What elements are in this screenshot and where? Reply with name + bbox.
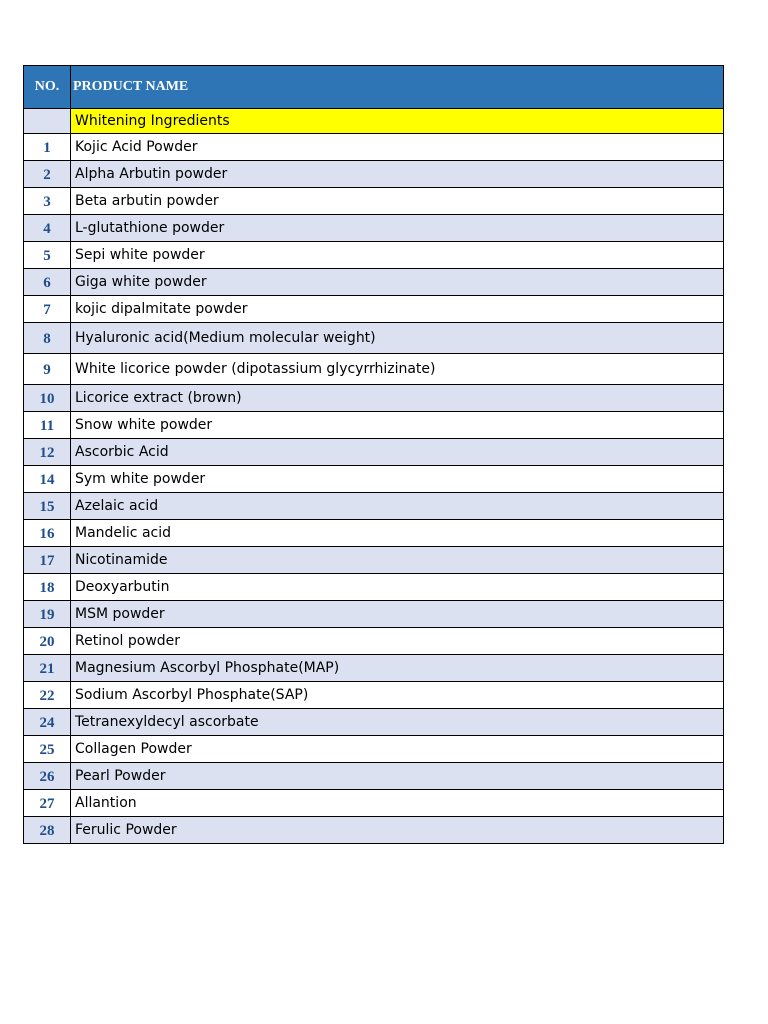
row-number: 17 bbox=[24, 547, 71, 574]
row-number: 14 bbox=[24, 466, 71, 493]
row-product-name: Retinol powder bbox=[71, 628, 724, 655]
table-row bbox=[24, 466, 724, 493]
row-product-name: Hyaluronic acid(Medium molecular weight) bbox=[71, 323, 724, 354]
table-row bbox=[24, 354, 724, 385]
row-number: 24 bbox=[24, 709, 71, 736]
table-row bbox=[24, 790, 724, 817]
row-number: 8 bbox=[24, 323, 71, 354]
table-row bbox=[24, 655, 724, 682]
category-no-cell bbox=[24, 109, 71, 134]
row-number: 28 bbox=[24, 817, 71, 844]
row-number: 1 bbox=[24, 134, 71, 161]
category-label: Whitening Ingredients bbox=[71, 109, 724, 134]
row-number: 11 bbox=[24, 412, 71, 439]
row-product-name: Ascorbic Acid bbox=[71, 439, 724, 466]
row-product-name: Tetranexyldecyl ascorbate bbox=[71, 709, 724, 736]
row-number: 25 bbox=[24, 736, 71, 763]
row-product-name: Pearl Powder bbox=[71, 763, 724, 790]
row-number: 22 bbox=[24, 682, 71, 709]
table-row bbox=[24, 242, 724, 269]
table-row bbox=[24, 412, 724, 439]
row-product-name: Allantion bbox=[71, 790, 724, 817]
table-row bbox=[24, 439, 724, 466]
row-product-name: kojic dipalmitate powder bbox=[71, 296, 724, 323]
row-number: 16 bbox=[24, 520, 71, 547]
row-product-name: Beta arbutin powder bbox=[71, 188, 724, 215]
table-row bbox=[24, 134, 724, 161]
row-number: 27 bbox=[24, 790, 71, 817]
row-number: 6 bbox=[24, 269, 71, 296]
table-row bbox=[24, 520, 724, 547]
row-product-name: Giga white powder bbox=[71, 269, 724, 296]
table-row bbox=[24, 817, 724, 844]
table-row bbox=[24, 269, 724, 296]
table-row bbox=[24, 574, 724, 601]
table-row bbox=[24, 547, 724, 574]
row-product-name: Ferulic Powder bbox=[71, 817, 724, 844]
table-row bbox=[24, 385, 724, 412]
row-product-name: Azelaic acid bbox=[71, 493, 724, 520]
row-number: 10 bbox=[24, 385, 71, 412]
row-product-name: MSM powder bbox=[71, 601, 724, 628]
column-header-product-name: PRODUCT NAME bbox=[71, 66, 724, 109]
row-number: 2 bbox=[24, 161, 71, 188]
row-product-name: Sym white powder bbox=[71, 466, 724, 493]
row-product-name: White licorice powder (dipotassium glycyrrhizinate) bbox=[71, 354, 724, 385]
row-product-name: Deoxyarbutin bbox=[71, 574, 724, 601]
product-table bbox=[23, 65, 724, 844]
row-number: 20 bbox=[24, 628, 71, 655]
row-number: 18 bbox=[24, 574, 71, 601]
table-row bbox=[24, 296, 724, 323]
row-product-name: L-glutathione powder bbox=[71, 215, 724, 242]
row-product-name: Licorice extract (brown) bbox=[71, 385, 724, 412]
row-number: 26 bbox=[24, 763, 71, 790]
row-product-name: Kojic Acid Powder bbox=[71, 134, 724, 161]
row-product-name: Alpha Arbutin powder bbox=[71, 161, 724, 188]
row-number: 15 bbox=[24, 493, 71, 520]
row-product-name: Magnesium Ascorbyl Phosphate(MAP) bbox=[71, 655, 724, 682]
row-number: 7 bbox=[24, 296, 71, 323]
row-number: 3 bbox=[24, 188, 71, 215]
table-row bbox=[24, 323, 724, 354]
row-number: 19 bbox=[24, 601, 71, 628]
row-number: 9 bbox=[24, 354, 71, 385]
table-row bbox=[24, 709, 724, 736]
column-header-no: NO. bbox=[24, 66, 71, 109]
row-number: 5 bbox=[24, 242, 71, 269]
row-number: 4 bbox=[24, 215, 71, 242]
row-product-name: Collagen Powder bbox=[71, 736, 724, 763]
table-row bbox=[24, 736, 724, 763]
table-row bbox=[24, 601, 724, 628]
table-row bbox=[24, 763, 724, 790]
table-row bbox=[24, 161, 724, 188]
row-number: 12 bbox=[24, 439, 71, 466]
row-product-name: Sodium Ascorbyl Phosphate(SAP) bbox=[71, 682, 724, 709]
row-product-name: Snow white powder bbox=[71, 412, 724, 439]
row-product-name: Sepi white powder bbox=[71, 242, 724, 269]
row-product-name: Mandelic acid bbox=[71, 520, 724, 547]
row-number: 21 bbox=[24, 655, 71, 682]
table-row bbox=[24, 682, 724, 709]
category-row bbox=[24, 109, 724, 134]
table-header-row bbox=[24, 66, 724, 109]
table-row bbox=[24, 493, 724, 520]
table-row bbox=[24, 188, 724, 215]
row-product-name: Nicotinamide bbox=[71, 547, 724, 574]
table-row bbox=[24, 215, 724, 242]
table-row bbox=[24, 628, 724, 655]
